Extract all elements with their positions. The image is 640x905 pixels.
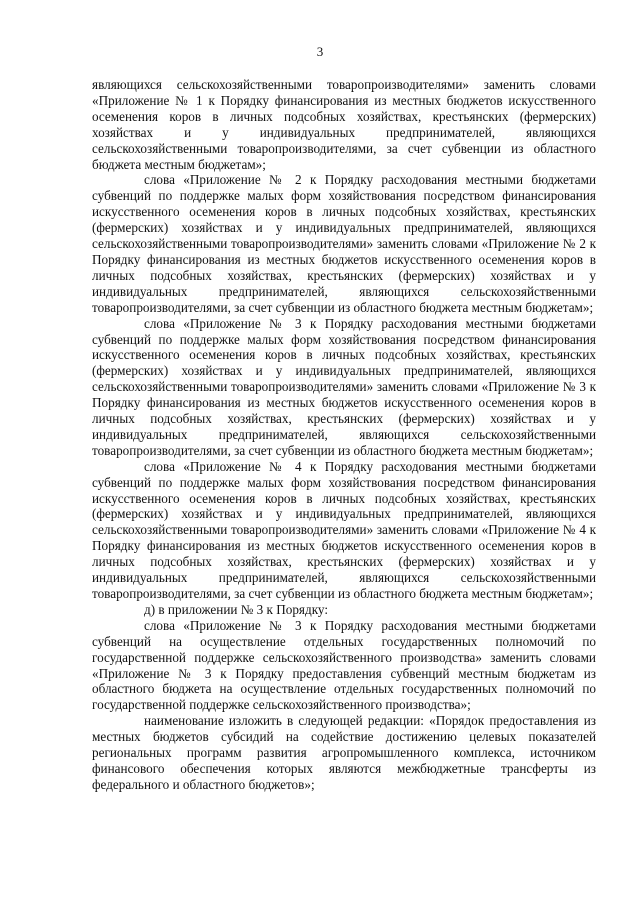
paragraph: слова «Приложение № 3 к Порядку расходования местными бюджетами субвенций по поддержке малых форм хозяйствования посредством финансирования искусственного осеменения коров в личных подсобных хозяйствах, крестьянских (фермерских) хозяйствах и у индивидуальных предпринимателей, являющихся сельскохозяйственными товаропроизводителями» заменить словами «Приложение № 3 к Порядку финансирования из местных бюджетов искусственного осеменения коров в личных подсобных хозяйствах, крестьянских (фермерских) хозяйствах и у индивидуальных предпринимателей, являющихся сельскохозяйственными товаропроизводителями, за счет субвенции из областного бюджета местным бюджетам»; (92, 315, 596, 458)
page-number: 3 (316, 44, 324, 59)
paragraph: слова «Приложение № 4 к Порядку расходования местными бюджетами субвенций по поддержке малых форм хозяйствования посредством финансирования искусственного осеменения коров в личных подсобных хозяйствах, крестьянских (фермерских) хозяйствах и у индивидуальных предпринимателей, являющихся сельскохозяйственными товаропроизводителями» заменить словами «Приложение № 4 к Порядку финансирования из местных бюджетов искусственного осеменения коров в личных подсобных хозяйствах, крестьянских (фермерских) хозяйствах и у индивидуальных предпринимателей, являющихся сельскохозяйственными товаропроизводителями, за счет субвенции из областного бюджета местным бюджетам»; (92, 458, 596, 601)
paragraph: являющихся сельскохозяйственными товаропроизводителями» заменить словами «Приложение № 1 к Порядку финансирования из местных бюджетов искусственного осеменения коров в личных подсобных хозяйствах, крестьянских (фермерских) хозяйствах и у индивидуальных предпринимателей, являющихся сельскохозяйственными товаропроизводителями, за счет субвенции из областного бюджета местным бюджетам»; (92, 77, 596, 172)
paragraph: слова «Приложение № 2 к Порядку расходования местными бюджетами субвенций по поддержке малых форм хозяйствования посредством финансирования искусственного осеменения коров в личных подсобных хозяйствах, крестьянских (фермерских) хозяйствах и у индивидуальных предпринимателей, являющихся сельскохозяйственными товаропроизводителями» заменить словами «Приложение № 2 к Порядку финансирования из местных бюджетов искусственного осеменения коров в личных подсобных хозяйствах, крестьянских (фермерских) хозяйствах и у индивидуальных предпринимателей, являющихся сельскохозяйственными товаропроизводителями, за счет субвенции из областного бюджета местным бюджетам»; (92, 172, 596, 315)
document-body (92, 77, 596, 793)
paragraph: д) в приложении № 3 к Порядку: (144, 601, 328, 617)
paragraph: слова «Приложение № 3 к Порядку расходования местными бюджетами субвенций на осуществление отдельных государственных полномочий по государственной поддержке сельскохозяйственного производства» заменить словами «Приложение № 3 к Порядку предоставления субвенций местным бюджетам из областного бюджета на осуществление отдельных государственных полномочий по государственной поддержке сельскохозяйственного производства»; (92, 617, 596, 713)
paragraph: наименование изложить в следующей редакции: «Порядок предоставления из местных бюджетов субсидий на содействие достижению целевых показателей региональных программ развития агропромышленного комплекса, источником финансового обеспечения которых являются межбюджетные трансферты из федерального и областного бюджетов»; (92, 713, 596, 792)
